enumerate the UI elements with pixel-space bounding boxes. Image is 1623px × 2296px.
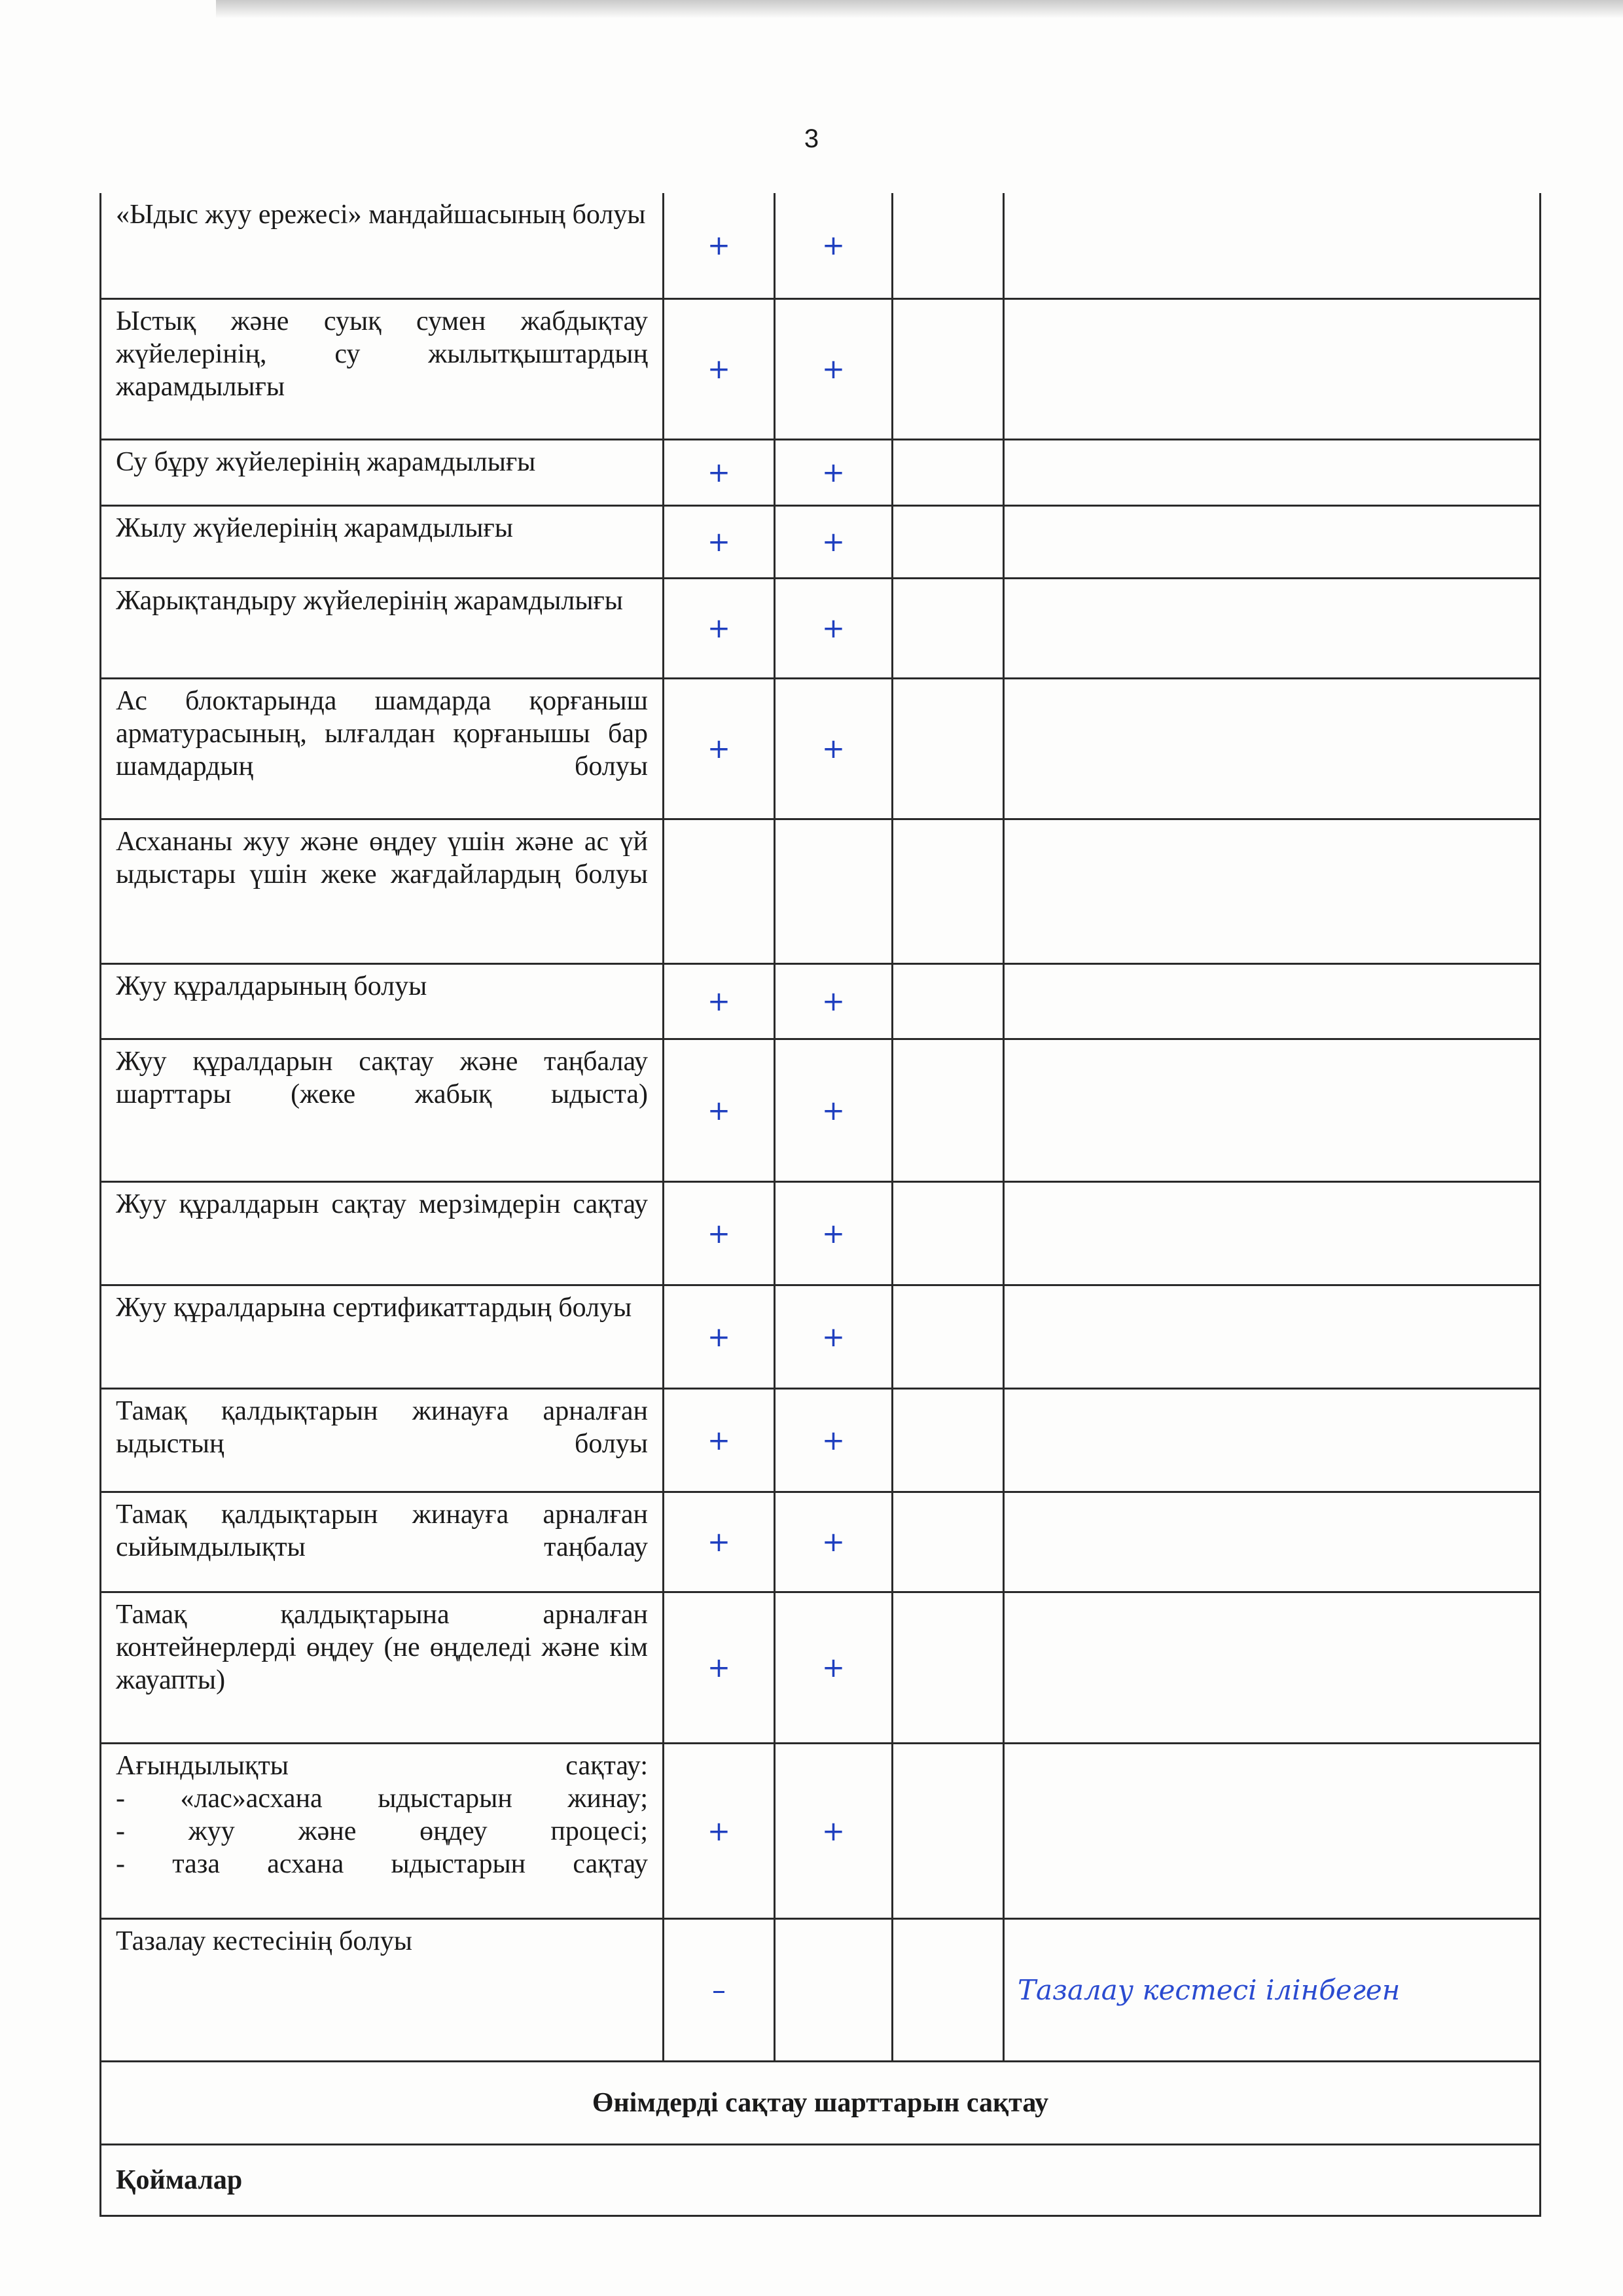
criterion-label: Ыстық және суық сумен жабдықтау жүйелерінің, су жылытқыштардың жарамдылығы (101, 299, 664, 440)
criterion-label: Ағындылықты сақтау: - «лас»асхана ыдыстарын жинау; - жуу және өңдеу процесі; - таза асхана ыдыстарын сақтау (101, 1744, 664, 1919)
check-mark-col1: + (664, 1039, 775, 1182)
page-number: 3 (804, 124, 819, 153)
criterion-label: «Ыдыс жуу ережесі» мандайшасының болуы (101, 193, 664, 299)
handwritten-note (1004, 506, 1541, 579)
criterion-label: Жуу құралдарының болуы (101, 964, 664, 1039)
check-mark-col2: + (775, 299, 893, 440)
check-mark-col2: + (775, 193, 893, 299)
check-mark-col1: + (664, 440, 775, 506)
check-mark-col2: + (775, 1182, 893, 1285)
check-mark-col1: + (664, 964, 775, 1039)
handwritten-note (1004, 299, 1541, 440)
criterion-label: Жуу құралдарына сертификаттардың болуы (101, 1285, 664, 1389)
criterion-label: Жуу құралдарын сақтау және таңбалау шарттары (жеке жабық ыдыста) (101, 1039, 664, 1182)
handwritten-note (1004, 679, 1541, 819)
check-mark-col2 (775, 1919, 893, 2062)
check-mark-col1: + (664, 299, 775, 440)
checklist-row (101, 819, 1541, 964)
handwritten-note (1004, 1592, 1541, 1744)
check-mark-col2: + (775, 964, 893, 1039)
section-title: Өнімдерді сақтау шарттарын сақтау (101, 2062, 1541, 2145)
check-mark-col2: + (775, 1744, 893, 1919)
checklist-row (101, 679, 1541, 819)
scan-shadow (216, 0, 1623, 18)
empty-cell (893, 964, 1004, 1039)
check-mark-col1: + (664, 1389, 775, 1492)
check-mark-col2: + (775, 579, 893, 679)
check-mark-col1: + (664, 1285, 775, 1389)
empty-cell (893, 506, 1004, 579)
handwritten-note (1004, 1744, 1541, 1919)
empty-cell (893, 819, 1004, 964)
check-mark-col1: + (664, 1492, 775, 1592)
checklist-row (101, 1389, 1541, 1492)
subsection-title: Қоймалар (101, 2145, 1541, 2216)
check-mark-col2: + (775, 1592, 893, 1744)
handwritten-note (1004, 193, 1541, 299)
criterion-label: Тазалау кестесінің болуы (101, 1919, 664, 2062)
criterion-label: Тамақ қалдықтарын жинауға арналған ыдыстың болуы (101, 1389, 664, 1492)
criterion-label: Жуу құралдарын сақтау мерзімдерін сақтау (101, 1182, 664, 1285)
check-mark-col2: + (775, 1039, 893, 1182)
check-mark-col1: + (664, 579, 775, 679)
check-mark-col2: + (775, 1492, 893, 1592)
subsection-row (101, 2145, 1541, 2216)
empty-cell (893, 1389, 1004, 1492)
checklist-rows (101, 193, 1541, 2062)
check-mark-col1: + (664, 679, 775, 819)
check-mark-col2: + (775, 679, 893, 819)
check-mark-col2: + (775, 1285, 893, 1389)
empty-cell (893, 1285, 1004, 1389)
handwritten-note (1004, 579, 1541, 679)
checklist-row (101, 299, 1541, 440)
checklist-row (101, 1039, 1541, 1182)
handwritten-note (1004, 1389, 1541, 1492)
checklist-row (101, 1919, 1541, 2062)
handwritten-note (1004, 1285, 1541, 1389)
empty-cell (893, 1182, 1004, 1285)
check-mark-col1: + (664, 193, 775, 299)
check-mark-col2: + (775, 1389, 893, 1492)
handwritten-note (1004, 1039, 1541, 1182)
check-mark-col1: – (664, 1919, 775, 2062)
empty-cell (893, 1744, 1004, 1919)
criterion-label: Су бұру жүйелерінің жарамдылығы (101, 440, 664, 506)
handwritten-note: Тазалау кестесі ілінбеген (1004, 1919, 1541, 2062)
check-mark-col2: + (775, 440, 893, 506)
empty-cell (893, 1039, 1004, 1182)
empty-cell (893, 1919, 1004, 2062)
checklist-row (101, 964, 1541, 1039)
criterion-label: Тамақ қалдықтарын жинауға арналған сыйымдылықты таңбалау (101, 1492, 664, 1592)
handwritten-note (1004, 964, 1541, 1039)
inspection-checklist-table (99, 193, 1541, 2217)
section-row (101, 2062, 1541, 2145)
criterion-label: Ас блоктарында шамдарда қорғаныш арматурасының, ылғалдан қорғанышы бар шамдардың болуы (101, 679, 664, 819)
empty-cell (893, 579, 1004, 679)
checklist-row (101, 193, 1541, 299)
criterion-label: Жылу жүйелерінің жарамдылығы (101, 506, 664, 579)
check-mark-col1: + (664, 506, 775, 579)
empty-cell (893, 1592, 1004, 1744)
handwritten-note (1004, 440, 1541, 506)
check-mark-col1 (664, 819, 775, 964)
checklist-row (101, 579, 1541, 679)
empty-cell (893, 679, 1004, 819)
empty-cell (893, 193, 1004, 299)
handwritten-note (1004, 1492, 1541, 1592)
handwritten-note (1004, 1182, 1541, 1285)
handwritten-note (1004, 819, 1541, 964)
checklist-row (101, 1182, 1541, 1285)
checklist-row (101, 440, 1541, 506)
check-mark-col1: + (664, 1592, 775, 1744)
criterion-label: Жарықтандыру жүйелерінің жарамдылығы (101, 579, 664, 679)
checklist-row (101, 1285, 1541, 1389)
checklist-row (101, 1592, 1541, 1744)
check-mark-col1: + (664, 1744, 775, 1919)
criterion-label: Асхананы жуу және өңдеу үшін және ас үй ыдыстары үшін жеке жағдайлардың болуы (101, 819, 664, 964)
empty-cell (893, 299, 1004, 440)
checklist-row (101, 1492, 1541, 1592)
check-mark-col2: + (775, 506, 893, 579)
empty-cell (893, 440, 1004, 506)
check-mark-col1: + (664, 1182, 775, 1285)
checklist-row (101, 1744, 1541, 1919)
empty-cell (893, 1492, 1004, 1592)
checklist-row (101, 506, 1541, 579)
check-mark-col2 (775, 819, 893, 964)
criterion-label: Тамақ қалдықтарына арналған контейнерлерді өңдеу (не өңделеді және кім жауапты) (101, 1592, 664, 1744)
